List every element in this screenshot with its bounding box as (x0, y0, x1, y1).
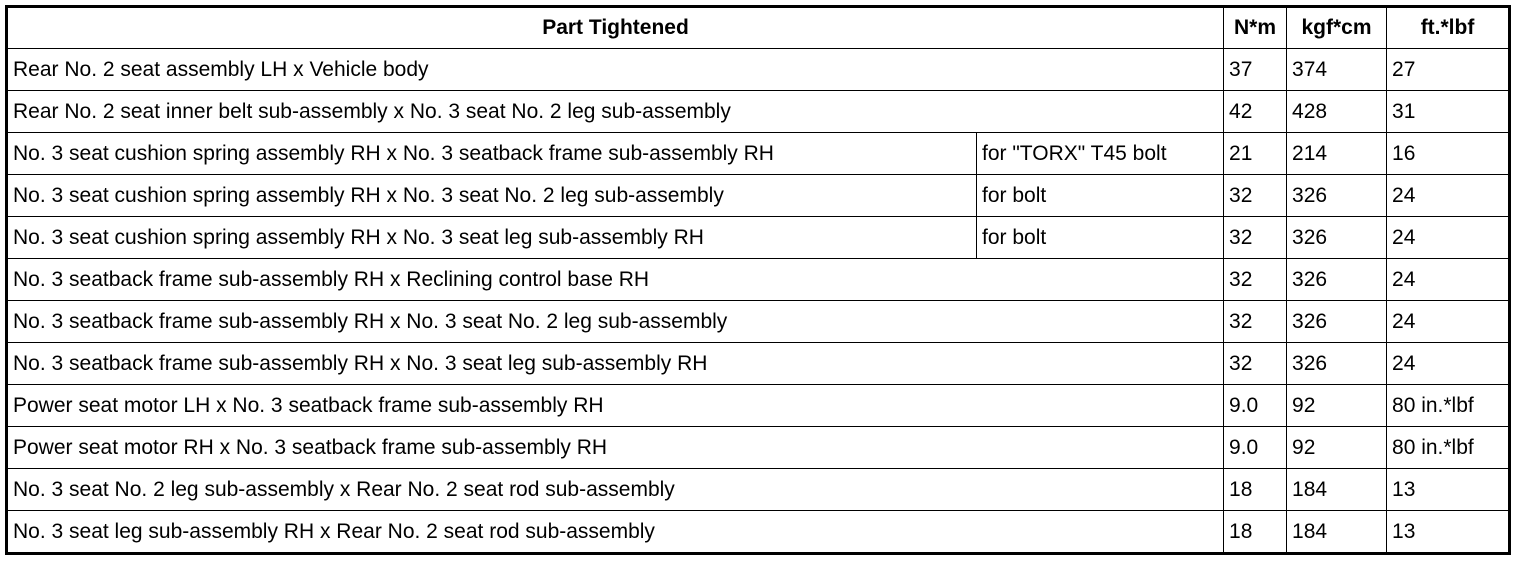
kgf-cell: 326 (1287, 301, 1387, 343)
table-row (7, 49, 1510, 91)
table-row (7, 175, 1510, 217)
nm-cell: 9.0 (1224, 385, 1287, 427)
nm-cell: 9.0 (1224, 427, 1287, 469)
part-cell: No. 3 seatback frame sub-assembly RH x Reclining control base RH (7, 259, 1224, 301)
part-cell: Rear No. 2 seat assembly LH x Vehicle body (7, 49, 1224, 91)
part-cell: Power seat motor LH x No. 3 seatback frame sub-assembly RH (7, 385, 1224, 427)
table-body (7, 49, 1510, 554)
kgf-cell: 184 (1287, 511, 1387, 554)
kgf-cell: 92 (1287, 385, 1387, 427)
kgf-cell: 326 (1287, 343, 1387, 385)
nm-cell: 32 (1224, 217, 1287, 259)
table-row (7, 301, 1510, 343)
part-cell: No. 3 seat cushion spring assembly RH x No. 3 seatback frame sub-assembly RH (7, 133, 977, 175)
torque-spec-table (5, 5, 1511, 555)
ft-cell: 16 (1387, 133, 1510, 175)
header-ft-lbf: ft.*lbf (1387, 7, 1510, 49)
ft-cell: 24 (1387, 175, 1510, 217)
ft-cell: 27 (1387, 49, 1510, 91)
table-row (7, 385, 1510, 427)
ft-cell: 24 (1387, 343, 1510, 385)
table-row (7, 427, 1510, 469)
nm-cell: 42 (1224, 91, 1287, 133)
ft-cell: 80 in.*lbf (1387, 427, 1510, 469)
part-cell: No. 3 seatback frame sub-assembly RH x No. 3 seat leg sub-assembly RH (7, 343, 1224, 385)
part-cell: No. 3 seat leg sub-assembly RH x Rear No. 2 seat rod sub-assembly (7, 511, 1224, 554)
kgf-cell: 374 (1287, 49, 1387, 91)
nm-cell: 21 (1224, 133, 1287, 175)
header-kgf-cm: kgf*cm (1287, 7, 1387, 49)
nm-cell: 32 (1224, 343, 1287, 385)
part-cell: No. 3 seatback frame sub-assembly RH x No. 3 seat No. 2 leg sub-assembly (7, 301, 1224, 343)
kgf-cell: 184 (1287, 469, 1387, 511)
kgf-cell: 326 (1287, 217, 1387, 259)
ft-cell: 80 in.*lbf (1387, 385, 1510, 427)
part-cell: No. 3 seat No. 2 leg sub-assembly x Rear No. 2 seat rod sub-assembly (7, 469, 1224, 511)
kgf-cell: 326 (1287, 175, 1387, 217)
ft-cell: 24 (1387, 217, 1510, 259)
table-row (7, 343, 1510, 385)
table-row (7, 511, 1510, 554)
table-row (7, 217, 1510, 259)
table-row (7, 259, 1510, 301)
ft-cell: 24 (1387, 301, 1510, 343)
nm-cell: 32 (1224, 301, 1287, 343)
nm-cell: 32 (1224, 175, 1287, 217)
ft-cell: 13 (1387, 469, 1510, 511)
header-nm: N*m (1224, 7, 1287, 49)
part-cell: Rear No. 2 seat inner belt sub-assembly x No. 3 seat No. 2 leg sub-assembly (7, 91, 1224, 133)
table-row (7, 133, 1510, 175)
ft-cell: 31 (1387, 91, 1510, 133)
header-part-tightened: Part Tightened (7, 7, 1224, 49)
kgf-cell: 92 (1287, 427, 1387, 469)
note-cell: for bolt (977, 217, 1224, 259)
nm-cell: 32 (1224, 259, 1287, 301)
table-header-row (7, 7, 1510, 49)
kgf-cell: 214 (1287, 133, 1387, 175)
ft-cell: 24 (1387, 259, 1510, 301)
nm-cell: 18 (1224, 511, 1287, 554)
part-cell: Power seat motor RH x No. 3 seatback frame sub-assembly RH (7, 427, 1224, 469)
table-row (7, 91, 1510, 133)
part-cell: No. 3 seat cushion spring assembly RH x No. 3 seat No. 2 leg sub-assembly (7, 175, 977, 217)
note-cell: for "TORX" T45 bolt (977, 133, 1224, 175)
ft-cell: 13 (1387, 511, 1510, 554)
kgf-cell: 326 (1287, 259, 1387, 301)
table-row (7, 469, 1510, 511)
nm-cell: 18 (1224, 469, 1287, 511)
kgf-cell: 428 (1287, 91, 1387, 133)
note-cell: for bolt (977, 175, 1224, 217)
nm-cell: 37 (1224, 49, 1287, 91)
part-cell: No. 3 seat cushion spring assembly RH x No. 3 seat leg sub-assembly RH (7, 217, 977, 259)
